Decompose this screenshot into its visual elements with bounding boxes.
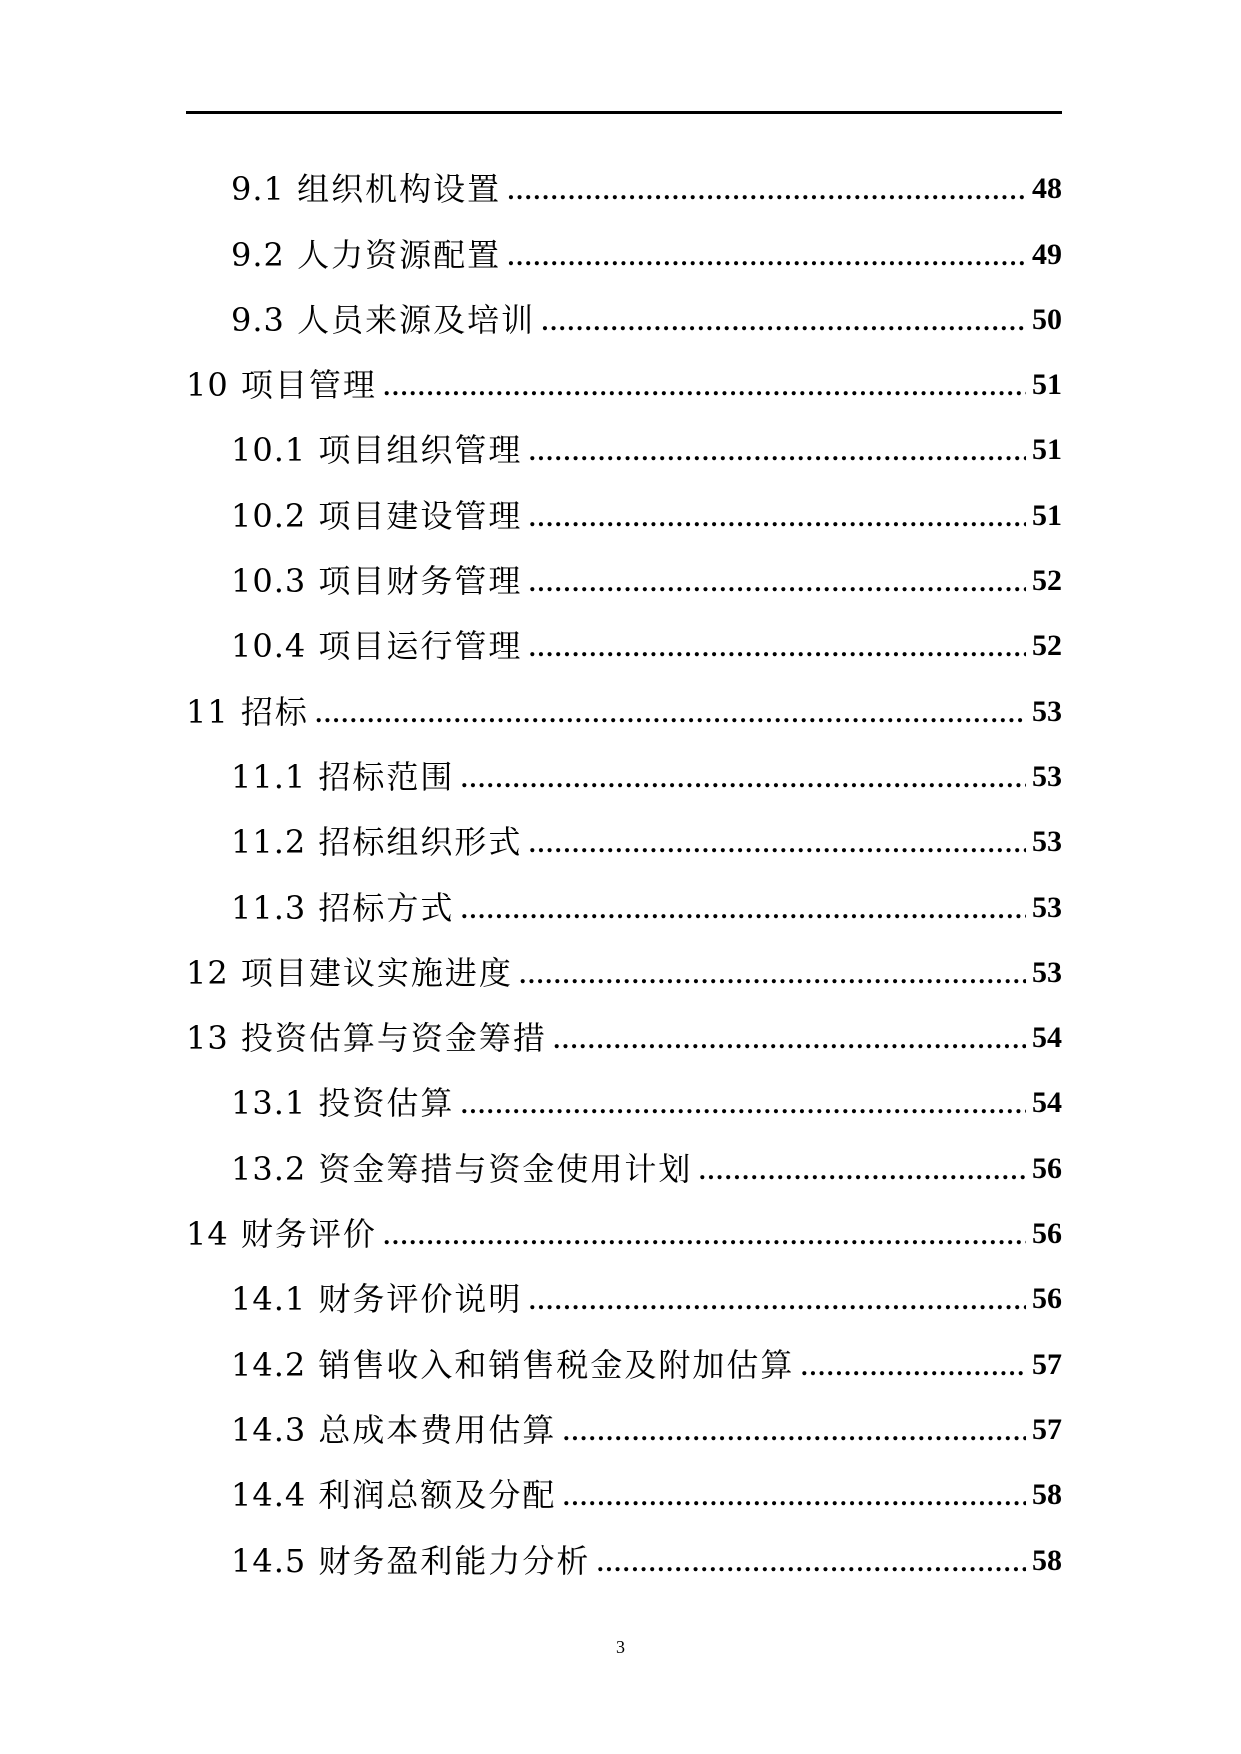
toc-entry-spacer [285,235,297,275]
toc-entry[interactable] [186,732,1062,797]
toc-entry-title: 项目组织管理 [318,431,523,470]
toc-leader-dots [519,959,1026,993]
toc-leader-dots [562,1481,1026,1515]
toc-entry-spacer [229,953,241,993]
toc-entry-number: 13.1 [231,1084,307,1123]
toc-entry-number: 12 [186,953,229,992]
toc-entry-spacer [229,1018,241,1058]
toc-entry-spacer [306,561,318,601]
toc-entry-title: 招标 [240,692,309,731]
toc-entry-spacer [229,692,241,732]
toc-entry[interactable] [186,536,1062,601]
toc-entry-spacer [306,757,318,797]
toc-leader-dots [460,1089,1026,1123]
toc-entry-page: 48 [1032,172,1062,206]
toc-leader-dots [541,306,1026,340]
toc-entry-spacer [285,169,297,209]
toc-entry-title: 投资估算 [318,1084,455,1123]
toc-entry-page: 54 [1032,1021,1062,1055]
toc-entry[interactable] [186,797,1062,862]
toc-entry-page: 53 [1032,694,1062,728]
toc-entry-number: 11.2 [231,823,307,862]
toc-entry-spacer [306,1410,318,1450]
toc-leader-dots [528,436,1026,470]
toc-entry-number: 9.3 [231,300,285,339]
toc-entry-page: 56 [1032,1282,1062,1316]
toc-entry-title: 财务评价说明 [318,1280,523,1319]
toc-entry[interactable] [186,1058,1062,1123]
toc-entry-title: 利润总额及分配 [318,1476,557,1515]
toc-entry[interactable] [186,1123,1062,1188]
toc-entry[interactable] [186,666,1062,731]
toc-leader-dots [698,1155,1026,1189]
toc-entry-title: 销售收入和销售税金及附加估算 [318,1345,795,1384]
toc-entry-page: 53 [1032,955,1062,989]
toc-entry-page: 53 [1032,890,1062,924]
toc-entry[interactable] [186,275,1062,340]
toc-entry[interactable] [186,1189,1062,1254]
toc-entry[interactable] [186,340,1062,405]
toc-entry[interactable] [186,928,1062,993]
toc-entry-number: 10.3 [231,562,307,601]
toc-leader-dots [507,175,1026,209]
toc-entry-number: 14.2 [231,1345,307,1384]
toc-entry-page: 51 [1032,433,1062,467]
toc-leader-dots [460,763,1026,797]
toc-entry-spacer [306,822,318,862]
toc-entry-page: 51 [1032,498,1062,532]
toc-entry-page: 53 [1032,759,1062,793]
toc-entry[interactable] [186,993,1062,1058]
toc-leader-dots [528,632,1026,666]
toc-leader-dots [528,502,1026,536]
toc-entry-number: 14.4 [231,1476,307,1515]
toc-entry-page: 51 [1032,368,1062,402]
toc-leader-dots [315,698,1026,732]
toc-entry-page: 57 [1032,1347,1062,1381]
toc-entry-number: 14.5 [231,1541,307,1580]
toc-entry-page: 52 [1032,629,1062,663]
toc-entry-title: 财务评价 [240,1215,377,1254]
toc-leader-dots [383,1220,1026,1254]
toc-entry-page: 58 [1032,1478,1062,1512]
toc-entry-number: 9.2 [231,235,285,274]
toc-leader-dots [528,1285,1026,1319]
toc-entry[interactable] [186,1319,1062,1384]
toc-leader-dots [383,371,1026,405]
toc-entry-number: 11 [186,692,229,731]
toc-entry-spacer [306,496,318,536]
toc-leader-dots [553,1024,1026,1058]
toc-entry-number: 14.3 [231,1410,307,1449]
toc-leader-dots [460,894,1026,928]
toc-entry-spacer [306,1149,318,1189]
toc-entry-page: 49 [1032,237,1062,271]
toc-entry-spacer [285,300,297,340]
toc-entry-title: 总成本费用估算 [318,1410,557,1449]
toc-entry-page: 58 [1032,1543,1062,1577]
toc-entry-spacer [306,1083,318,1123]
toc-entry[interactable] [186,862,1062,927]
toc-entry-title: 投资估算与资金筹措 [240,1019,547,1058]
toc-entry-page: 56 [1032,1151,1062,1185]
toc-entry[interactable] [186,470,1062,535]
toc-entry-number: 14.1 [231,1280,307,1319]
toc-entry-page: 54 [1032,1086,1062,1120]
toc-entry-spacer [306,1475,318,1515]
toc-entry-spacer [306,1279,318,1319]
toc-entry-spacer [229,1214,241,1254]
toc-entry[interactable] [186,405,1062,470]
toc-entry-title: 项目管理 [240,366,377,405]
toc-entry[interactable] [186,1385,1062,1450]
toc-entry[interactable] [186,209,1062,274]
toc-leader-dots [596,1547,1026,1581]
toc-entry-number: 13 [186,1019,229,1058]
toc-entry-title: 招标组织形式 [318,823,523,862]
toc-entry-number: 13.2 [231,1149,307,1188]
toc-entry-number: 11.3 [231,888,307,927]
toc-leader-dots [528,828,1026,862]
toc-entry-number: 10.4 [231,627,307,666]
toc-entry-title: 项目建议实施进度 [240,953,513,992]
toc-entry-spacer [306,626,318,666]
toc-leader-dots [528,567,1026,601]
toc-entry-spacer [306,1345,318,1385]
toc-entry-title: 招标方式 [318,888,455,927]
toc-entry-page: 52 [1032,564,1062,598]
toc-entry-number: 10 [186,366,229,405]
toc-entry-title: 人员来源及培训 [297,300,536,339]
toc-leader-dots [800,1351,1026,1385]
toc-entry-number: 10.1 [231,431,307,470]
toc-entry-title: 资金筹措与资金使用计划 [318,1149,693,1188]
toc-entry-title: 项目运行管理 [318,627,523,666]
toc-entry-page: 56 [1032,1217,1062,1251]
toc-entry-number: 10.2 [231,496,307,535]
toc-entry-spacer [229,365,241,405]
toc-entry-page: 57 [1032,1412,1062,1446]
toc-entry-spacer [306,430,318,470]
toc-entry[interactable] [186,144,1062,209]
toc-entry[interactable] [186,1254,1062,1319]
toc-entry-title: 项目建设管理 [318,496,523,535]
toc-entry-title: 项目财务管理 [318,562,523,601]
page-number: 3 [616,1637,625,1657]
toc-entry-title: 人力资源配置 [297,235,502,274]
toc-entry[interactable] [186,1450,1062,1515]
toc-entry-page: 50 [1032,302,1062,336]
toc-entry-number: 14 [186,1215,229,1254]
toc-entry-number: 9.1 [231,170,285,209]
toc-leader-dots [507,241,1026,275]
toc-entry-page: 53 [1032,825,1062,859]
toc-leader-dots [562,1416,1026,1450]
table-of-contents [186,144,1062,1581]
toc-entry-number: 11.1 [231,757,307,796]
toc-entry-title: 财务盈利能力分析 [318,1541,591,1580]
toc-entry-title: 组织机构设置 [297,170,502,209]
toc-entry-spacer [306,888,318,928]
header-rule [186,111,1062,114]
toc-entry[interactable] [186,1515,1062,1580]
toc-entry[interactable] [186,601,1062,666]
toc-entry-spacer [306,1541,318,1581]
toc-entry-title: 招标范围 [318,757,455,796]
